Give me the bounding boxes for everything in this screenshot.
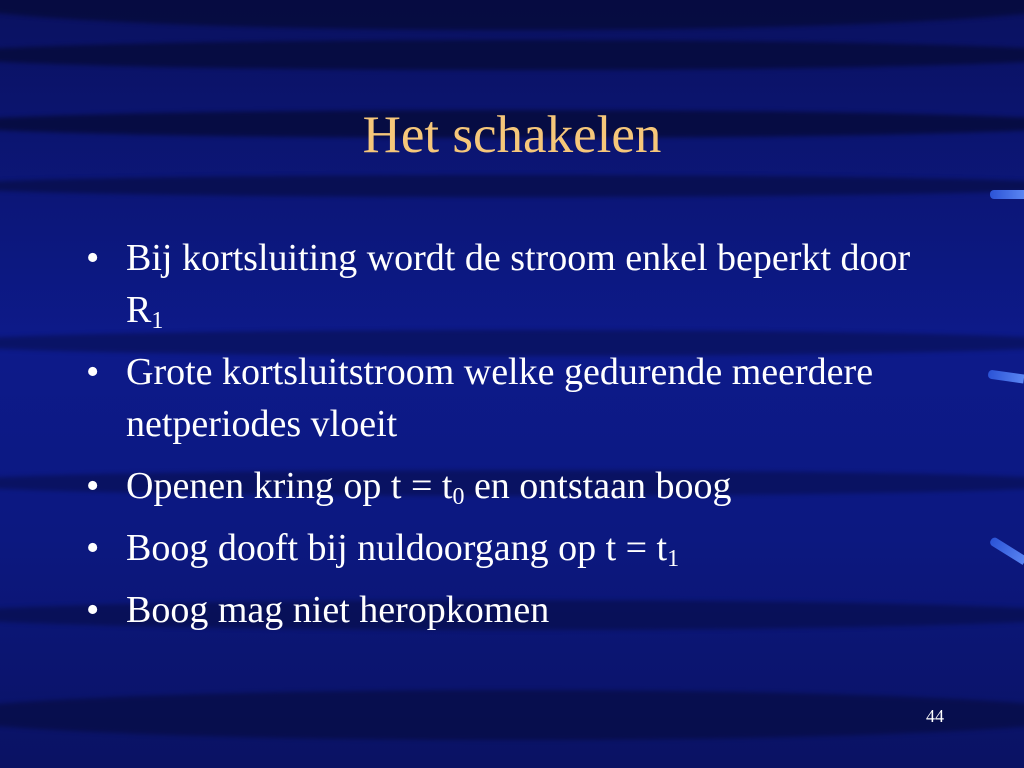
bullet-text: Boog mag niet heropkomen [126,589,550,631]
subscript: 1 [667,546,680,572]
bullet-text: en ontstaan boog [464,465,732,507]
background-streak [0,690,1024,740]
bullet-marker: • [86,527,100,569]
slide-title: Het schakelen [362,106,662,164]
background-streak [0,175,1024,197]
bullet-marker: • [86,351,100,393]
accent-mark [988,370,1024,384]
bullet-item [86,232,946,336]
bullet-text: Bij kortsluiting wordt de stroom enkel beperkt door R [126,237,911,331]
accent-mark [989,536,1024,565]
bullet-text: Openen kring op t = t [126,465,453,507]
subscript: 0 [452,484,465,510]
bullet-marker: • [86,237,100,279]
background-streak [0,0,1024,30]
bullet-list [86,232,946,646]
page-number: 44 [926,706,944,726]
bullet-marker: • [86,589,100,631]
bullet-text: Grote kortsluitstroom welke gedurende meerdere netperiodes vloeit [126,351,874,445]
bullet-item [86,346,946,450]
subscript: 1 [151,308,164,334]
bullet-item [86,460,946,512]
bullet-marker: • [86,465,100,507]
bullet-item [86,522,946,574]
bullet-text: Boog dooft bij nuldoorgang op t = t [126,527,668,569]
bullet-item [86,584,946,636]
background-streak [0,40,1024,70]
accent-mark [990,190,1024,199]
